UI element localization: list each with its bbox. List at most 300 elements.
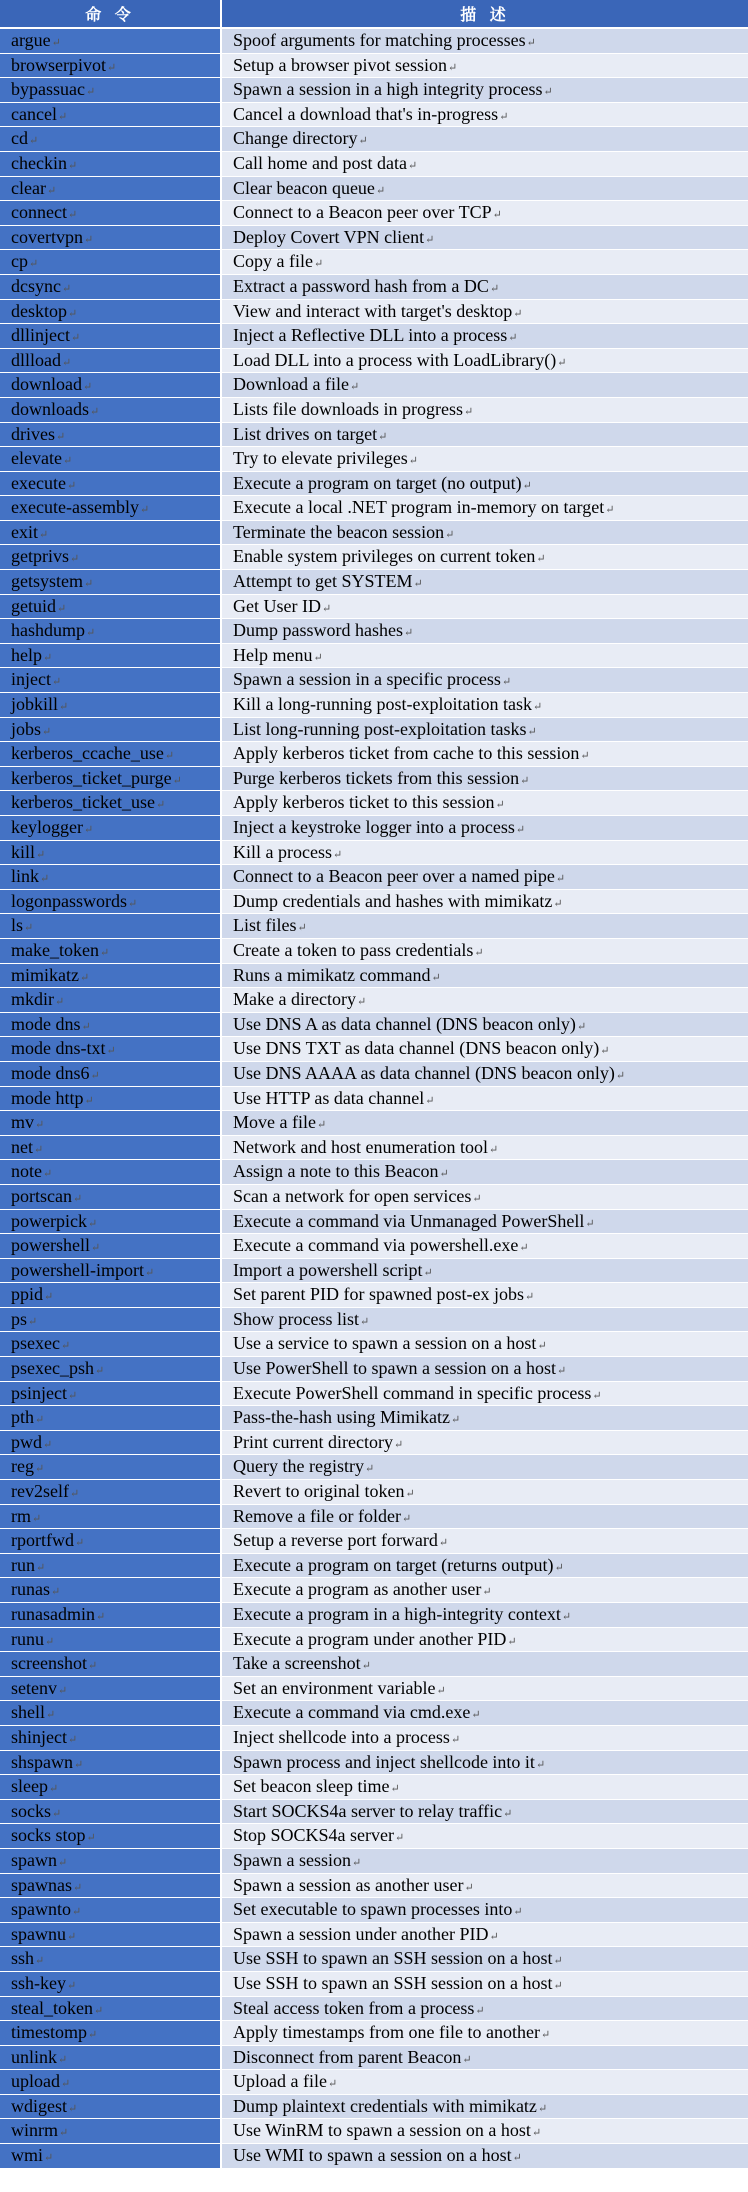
header-command: 命 令 — [0, 0, 222, 27]
table-row — [0, 127, 748, 152]
command-cell: keylogger↵ — [0, 816, 222, 840]
description-cell: Purge kerberos tickets from this session↵ — [222, 767, 748, 791]
description-cell: Set an environment variable↵ — [222, 1677, 748, 1701]
command-cell: shspawn↵ — [0, 1751, 222, 1775]
description-cell: Clear beacon queue↵ — [222, 177, 748, 201]
description-cell: Use SSH to spawn an SSH session on a host↵ — [222, 1947, 748, 1971]
paragraph-mark-icon: ↵ — [395, 1832, 405, 1845]
paragraph-mark-icon: ↵ — [51, 676, 62, 689]
paragraph-mark-icon: ↵ — [93, 2004, 104, 2017]
table-row — [0, 841, 748, 866]
paragraph-mark-icon: ↵ — [68, 2102, 78, 2115]
paragraph-mark-icon: ↵ — [70, 332, 81, 345]
table-row — [0, 767, 748, 792]
paragraph-mark-icon: ↵ — [42, 725, 52, 738]
table-row — [0, 791, 748, 816]
paragraph-mark-icon: ↵ — [537, 2102, 548, 2115]
description-cell: Apply kerberos ticket from cache to this session↵ — [222, 742, 748, 766]
paragraph-mark-icon: ↵ — [144, 1266, 155, 1279]
paragraph-mark-icon: ↵ — [51, 37, 61, 49]
command-cell: ssh↵ — [0, 1947, 222, 1971]
table-row — [0, 1554, 748, 1579]
command-cell: clear↵ — [0, 177, 222, 201]
paragraph-mark-icon: ↵ — [57, 1684, 68, 1697]
paragraph-mark-icon: ↵ — [79, 971, 90, 984]
paragraph-mark-icon: ↵ — [401, 1512, 412, 1525]
paragraph-mark-icon: ↵ — [360, 1315, 370, 1328]
paragraph-mark-icon: ↵ — [482, 1586, 492, 1599]
description-cell: Cancel a download that's in-progress↵ — [222, 103, 748, 127]
command-cell: psinject↵ — [0, 1382, 222, 1406]
description-cell: Execute a program under another PID↵ — [222, 1628, 748, 1652]
description-cell: Execute a command via powershell.exe↵ — [222, 1234, 748, 1258]
paragraph-mark-icon: ↵ — [35, 1414, 45, 1427]
description-cell: Spawn a session↵ — [222, 1849, 748, 1873]
paragraph-mark-icon: ↵ — [84, 1094, 94, 1107]
table-row — [0, 816, 748, 841]
paragraph-mark-icon: ↵ — [35, 1119, 45, 1132]
paragraph-mark-icon: ↵ — [522, 479, 532, 492]
table-row — [0, 939, 748, 964]
table-row — [0, 1111, 748, 1136]
description-cell: Help menu↵ — [222, 644, 748, 668]
description-cell: Copy a file↵ — [222, 250, 748, 274]
paragraph-mark-icon: ↵ — [600, 1045, 610, 1058]
paragraph-mark-icon: ↵ — [68, 1733, 78, 1746]
command-cell: ssh-key↵ — [0, 1972, 222, 1996]
description-cell: Execute a program on target (no output)↵ — [222, 472, 748, 496]
table-row — [0, 1726, 748, 1751]
table-row — [0, 103, 748, 128]
table-row — [0, 1308, 748, 1333]
command-cell: runu↵ — [0, 1628, 222, 1652]
paragraph-mark-icon: ↵ — [425, 233, 435, 246]
table-row — [0, 619, 748, 644]
paragraph-mark-icon: ↵ — [425, 1094, 435, 1107]
paragraph-mark-icon: ↵ — [88, 2029, 98, 2042]
paragraph-mark-icon: ↵ — [513, 1906, 523, 1919]
table-row — [0, 1677, 748, 1702]
paragraph-mark-icon: ↵ — [44, 1291, 54, 1304]
description-cell: Extract a password hash from a DC↵ — [222, 275, 748, 299]
table-row — [0, 964, 748, 989]
paragraph-mark-icon: ↵ — [393, 1438, 404, 1451]
description-cell: Create a token to pass credentials↵ — [222, 939, 748, 963]
command-cell: upload↵ — [0, 2070, 222, 2094]
command-cell: spawnu↵ — [0, 1923, 222, 1947]
table-row — [0, 1037, 748, 1062]
command-cell: ps↵ — [0, 1308, 222, 1332]
description-cell: Execute a command via cmd.exe↵ — [222, 1701, 748, 1725]
description-cell: Download a file↵ — [222, 373, 748, 397]
paragraph-mark-icon: ↵ — [556, 1365, 567, 1378]
description-cell: Remove a file or folder↵ — [222, 1505, 748, 1529]
command-cell: kill↵ — [0, 841, 222, 865]
paragraph-mark-icon: ↵ — [67, 159, 78, 172]
paragraph-mark-icon: ↵ — [297, 922, 307, 935]
command-cell: desktop↵ — [0, 300, 222, 324]
command-cell: cd↵ — [0, 127, 222, 151]
description-cell: Setup a browser pivot session↵ — [222, 54, 748, 78]
command-cell: logonpasswords↵ — [0, 890, 222, 914]
paragraph-mark-icon: ↵ — [537, 1340, 547, 1353]
paragraph-mark-icon: ↵ — [43, 651, 53, 664]
paragraph-mark-icon: ↵ — [58, 2053, 68, 2066]
table-row — [0, 2095, 748, 2120]
paragraph-mark-icon: ↵ — [321, 602, 332, 615]
description-cell: Show process list↵ — [222, 1308, 748, 1332]
description-cell: Execute a program in a high-integrity context↵ — [222, 1603, 748, 1627]
paragraph-mark-icon: ↵ — [513, 307, 523, 320]
table-row — [0, 472, 748, 497]
paragraph-mark-icon: ↵ — [540, 2029, 551, 2042]
paragraph-mark-icon: ↵ — [450, 1733, 461, 1746]
description-cell: Kill a process↵ — [222, 841, 748, 865]
table-row — [0, 324, 748, 349]
command-cell: powerpick↵ — [0, 1210, 222, 1234]
description-cell: Load DLL into a process with LoadLibrary()↵ — [222, 349, 748, 373]
table-header — [0, 0, 748, 29]
paragraph-mark-icon: ↵ — [332, 848, 343, 861]
description-cell: Change directory↵ — [222, 127, 748, 151]
table-body — [0, 29, 748, 2169]
paragraph-mark-icon: ↵ — [36, 848, 46, 861]
description-cell: Assign a note to this Beacon↵ — [222, 1160, 748, 1184]
description-cell: Dump credentials and hashes with mimikatz↵ — [222, 890, 748, 914]
command-cell: browserpivot↵ — [0, 54, 222, 78]
paragraph-mark-icon: ↵ — [164, 750, 175, 763]
command-cell: download↵ — [0, 373, 222, 397]
table-row — [0, 521, 748, 546]
description-cell: Connect to a Beacon peer over a named pipe↵ — [222, 865, 748, 889]
description-cell: Kill a long-running post-exploitation task↵ — [222, 693, 748, 717]
description-cell: Terminate the beacon session↵ — [222, 521, 748, 545]
paragraph-mark-icon: ↵ — [439, 1168, 449, 1181]
paragraph-mark-icon: ↵ — [86, 627, 96, 640]
paragraph-mark-icon: ↵ — [59, 701, 69, 714]
command-cell: wmi↵ — [0, 2144, 222, 2168]
paragraph-mark-icon: ↵ — [43, 1438, 53, 1451]
paragraph-mark-icon: ↵ — [67, 1979, 77, 1992]
command-cell: spawnas↵ — [0, 1874, 222, 1898]
command-cell: mimikatz↵ — [0, 964, 222, 988]
description-cell: Call home and post data↵ — [222, 152, 748, 176]
table-row — [0, 1283, 748, 1308]
description-cell: Runs a mimikatz command↵ — [222, 964, 748, 988]
table-row — [0, 1062, 748, 1087]
paragraph-mark-icon: ↵ — [515, 824, 526, 836]
description-cell: Get User ID↵ — [222, 595, 748, 619]
paragraph-mark-icon: ↵ — [39, 528, 49, 541]
description-cell: List long-running post-exploitation tasks↵ — [222, 718, 748, 742]
table-row — [0, 1406, 748, 1431]
command-cell: mv↵ — [0, 1111, 222, 1135]
table-row — [0, 1382, 748, 1407]
paragraph-mark-icon: ↵ — [507, 1635, 517, 1648]
paragraph-mark-icon: ↵ — [503, 1807, 513, 1820]
paragraph-mark-icon: ↵ — [94, 1365, 105, 1378]
table-row — [0, 1357, 748, 1382]
description-cell: Use WinRM to spawn a session on a host↵ — [222, 2119, 748, 2143]
paragraph-mark-icon: ↵ — [535, 1758, 546, 1771]
table-row — [0, 349, 748, 374]
paragraph-mark-icon: ↵ — [352, 1856, 362, 1869]
paragraph-mark-icon: ↵ — [68, 1389, 78, 1402]
command-cell: jobkill↵ — [0, 693, 222, 717]
paragraph-mark-icon: ↵ — [471, 1709, 481, 1722]
paragraph-mark-icon: ↵ — [87, 1660, 98, 1673]
paragraph-mark-icon: ↵ — [403, 627, 414, 640]
description-cell: Spawn a session as another user↵ — [222, 1874, 748, 1898]
paragraph-mark-icon: ↵ — [67, 209, 78, 222]
description-cell: List files↵ — [222, 914, 748, 938]
table-row — [0, 447, 748, 472]
command-cell: covertvpn↵ — [0, 226, 222, 250]
paragraph-mark-icon: ↵ — [84, 578, 94, 591]
table-row — [0, 201, 748, 226]
description-cell: Inject shellcode into a process↵ — [222, 1726, 748, 1750]
paragraph-mark-icon: ↵ — [361, 1660, 371, 1673]
table-row — [0, 1160, 748, 1185]
command-cell: screenshot↵ — [0, 1652, 222, 1676]
description-cell: Use DNS A as data channel (DNS beacon only)↵ — [222, 1013, 748, 1037]
command-cell: net↵ — [0, 1136, 222, 1160]
table-row — [0, 1529, 748, 1554]
table-row — [0, 78, 748, 103]
description-cell: Start SOCKS4a server to relay traffic↵ — [222, 1800, 748, 1824]
table-row — [0, 1874, 748, 1899]
command-cell: dllload↵ — [0, 349, 222, 373]
table-row — [0, 914, 748, 939]
command-cell: mode dns-txt↵ — [0, 1037, 222, 1061]
description-cell: Revert to original token↵ — [222, 1480, 748, 1504]
paragraph-mark-icon: ↵ — [408, 455, 419, 468]
paragraph-mark-icon: ↵ — [462, 2053, 472, 2066]
command-cell: checkin↵ — [0, 152, 222, 176]
description-cell: Setup a reverse port forward↵ — [222, 1529, 748, 1553]
command-cell: cancel↵ — [0, 103, 222, 127]
description-cell: Inject a Reflective DLL into a process↵ — [222, 324, 748, 348]
command-cell: steal_token↵ — [0, 1997, 222, 2021]
paragraph-mark-icon: ↵ — [488, 1143, 499, 1156]
paragraph-mark-icon: ↵ — [543, 86, 553, 99]
description-cell: View and interact with target's desktop↵ — [222, 300, 748, 324]
description-cell: Execute a program as another user↵ — [222, 1578, 748, 1602]
paragraph-mark-icon: ↵ — [155, 799, 166, 812]
description-cell: Stop SOCKS4a server↵ — [222, 1824, 748, 1848]
table-row — [0, 1824, 748, 1849]
paragraph-mark-icon: ↵ — [57, 110, 68, 123]
paragraph-mark-icon: ↵ — [73, 1881, 83, 1894]
paragraph-mark-icon: ↵ — [85, 86, 96, 99]
table-row — [0, 1923, 748, 1948]
table-row — [0, 988, 748, 1013]
paragraph-mark-icon: ↵ — [313, 651, 323, 664]
paragraph-mark-icon: ↵ — [43, 1168, 53, 1181]
paragraph-mark-icon: ↵ — [390, 1783, 400, 1796]
table-row — [0, 570, 748, 595]
paragraph-mark-icon: ↵ — [364, 1463, 375, 1476]
paragraph-mark-icon: ↵ — [407, 159, 418, 172]
table-row — [0, 2021, 748, 2046]
paragraph-mark-icon: ↵ — [557, 356, 567, 369]
description-cell: Dump plaintext credentials with mimikatz↵ — [222, 2095, 748, 2119]
command-cell: kerberos_ticket_purge↵ — [0, 767, 222, 791]
table-row — [0, 693, 748, 718]
command-cell: execute-assembly↵ — [0, 496, 222, 520]
paragraph-mark-icon: ↵ — [463, 405, 474, 418]
table-row — [0, 1751, 748, 1776]
command-cell: connect↵ — [0, 201, 222, 225]
table-row — [0, 1898, 748, 1923]
command-cell: setenv↵ — [0, 1677, 222, 1701]
paragraph-mark-icon: ↵ — [106, 61, 117, 74]
paragraph-mark-icon: ↵ — [520, 774, 530, 787]
command-cell: elevate↵ — [0, 447, 222, 471]
table-row — [0, 1210, 748, 1235]
description-cell: Import a powershell script↵ — [222, 1259, 748, 1283]
table-row — [0, 742, 748, 767]
command-cell: runasadmin↵ — [0, 1603, 222, 1627]
paragraph-mark-icon: ↵ — [46, 1709, 56, 1722]
paragraph-mark-icon: ↵ — [615, 1069, 626, 1082]
command-cell: kerberos_ticket_use↵ — [0, 791, 222, 815]
command-cell: hashdump↵ — [0, 619, 222, 643]
paragraph-mark-icon: ↵ — [423, 1266, 433, 1279]
paragraph-mark-icon: ↵ — [592, 1389, 602, 1402]
description-cell: Apply kerberos ticket to this session↵ — [222, 791, 748, 815]
table-row — [0, 1578, 748, 1603]
paragraph-mark-icon: ↵ — [450, 1414, 461, 1427]
paragraph-mark-icon: ↵ — [464, 1881, 474, 1894]
paragraph-mark-icon: ↵ — [87, 1217, 98, 1230]
table-row — [0, 1431, 748, 1456]
table-row — [0, 226, 748, 251]
command-cell: argue↵ — [0, 29, 222, 53]
paragraph-mark-icon: ↵ — [512, 2152, 522, 2165]
command-cell: kerberos_ccache_use↵ — [0, 742, 222, 766]
paragraph-mark-icon: ↵ — [474, 946, 484, 959]
paragraph-mark-icon: ↵ — [69, 1488, 80, 1501]
paragraph-mark-icon: ↵ — [66, 479, 77, 492]
description-cell: Make a directory↵ — [222, 988, 748, 1012]
command-cell: dllinject↵ — [0, 324, 222, 348]
command-cell: shell↵ — [0, 1701, 222, 1725]
description-cell: Use SSH to spawn an SSH session on a host↵ — [222, 1972, 748, 1996]
paragraph-mark-icon: ↵ — [61, 282, 72, 295]
paragraph-mark-icon: ↵ — [527, 725, 537, 738]
paragraph-mark-icon: ↵ — [554, 1561, 564, 1574]
paragraph-mark-icon: ↵ — [585, 1217, 595, 1230]
command-cell: ls↵ — [0, 914, 222, 938]
paragraph-mark-icon: ↵ — [29, 135, 39, 148]
paragraph-mark-icon: ↵ — [36, 1561, 46, 1574]
table-row — [0, 1701, 748, 1726]
paragraph-mark-icon: ↵ — [56, 430, 66, 443]
command-cell: help↵ — [0, 644, 222, 668]
paragraph-mark-icon: ↵ — [358, 135, 368, 148]
description-cell: Spawn a session in a high integrity process↵ — [222, 78, 748, 102]
paragraph-mark-icon: ↵ — [495, 799, 505, 812]
paragraph-mark-icon: ↵ — [526, 37, 536, 49]
command-cell: bypassuac↵ — [0, 78, 222, 102]
command-cell: getsystem↵ — [0, 570, 222, 594]
table-row — [0, 1185, 748, 1210]
command-cell: getuid↵ — [0, 595, 222, 619]
description-cell: List drives on target↵ — [222, 423, 748, 447]
paragraph-mark-icon: ↵ — [95, 1611, 106, 1623]
table-row — [0, 1997, 748, 2022]
paragraph-mark-icon: ↵ — [553, 1979, 563, 1992]
command-cell: wdigest↵ — [0, 2095, 222, 2119]
table-row — [0, 275, 748, 300]
table-row — [0, 1628, 748, 1653]
table-row — [0, 545, 748, 570]
paragraph-mark-icon: ↵ — [605, 504, 615, 517]
paragraph-mark-icon: ↵ — [52, 1807, 62, 1820]
command-cell: rm↵ — [0, 1505, 222, 1529]
paragraph-mark-icon: ↵ — [29, 258, 39, 271]
description-cell: Set beacon sleep time↵ — [222, 1775, 748, 1799]
table-row — [0, 250, 748, 275]
command-cell: powershell↵ — [0, 1234, 222, 1258]
paragraph-mark-icon: ↵ — [536, 553, 546, 566]
table-row — [0, 1136, 748, 1161]
paragraph-mark-icon: ↵ — [60, 1340, 71, 1353]
description-cell: Use DNS TXT as data channel (DNS beacon only)↵ — [222, 1037, 748, 1061]
paragraph-mark-icon: ↵ — [436, 1684, 446, 1697]
header-description: 描 述 — [460, 5, 510, 24]
paragraph-mark-icon: ↵ — [90, 1242, 101, 1255]
paragraph-mark-icon: ↵ — [83, 824, 94, 836]
table-row — [0, 1972, 748, 1997]
paragraph-mark-icon: ↵ — [561, 1611, 572, 1623]
command-cell: exit↵ — [0, 521, 222, 545]
paragraph-mark-icon: ↵ — [44, 2152, 54, 2165]
table-row — [0, 1480, 748, 1505]
paragraph-mark-icon: ↵ — [472, 1192, 482, 1205]
paragraph-mark-icon: ↵ — [128, 897, 138, 910]
paragraph-mark-icon: ↵ — [445, 528, 455, 541]
description-cell: Use WMI to spawn a session on a host↵ — [222, 2144, 748, 2168]
command-cell: getprivs↵ — [0, 545, 222, 569]
description-cell: Execute a local .NET program in-memory on target↵ — [222, 496, 748, 520]
paragraph-mark-icon: ↵ — [349, 381, 360, 394]
table-row — [0, 1947, 748, 1972]
command-cell: reg↵ — [0, 1455, 222, 1479]
command-cell: mode http↵ — [0, 1087, 222, 1111]
paragraph-mark-icon: ↵ — [24, 922, 34, 935]
paragraph-mark-icon: ↵ — [405, 1488, 415, 1501]
description-cell: Take a screenshot↵ — [222, 1652, 748, 1676]
command-cell: cp↵ — [0, 250, 222, 274]
paragraph-mark-icon: ↵ — [576, 1020, 587, 1033]
paragraph-mark-icon: ↵ — [580, 750, 590, 763]
paragraph-mark-icon: ↵ — [45, 1635, 55, 1648]
paragraph-mark-icon: ↵ — [55, 996, 65, 1009]
paragraph-mark-icon: ↵ — [90, 405, 100, 418]
paragraph-mark-icon: ↵ — [532, 701, 543, 714]
paragraph-mark-icon: ↵ — [327, 2078, 338, 2091]
paragraph-mark-icon: ↵ — [553, 1955, 563, 1968]
description-cell: Use HTTP as data channel↵ — [222, 1087, 748, 1111]
paragraph-mark-icon: ↵ — [524, 1291, 535, 1304]
paragraph-mark-icon: ↵ — [489, 282, 500, 295]
table-row — [0, 54, 748, 79]
description-cell: Query the registry↵ — [222, 1455, 748, 1479]
paragraph-mark-icon: ↵ — [508, 332, 518, 345]
description-cell: Upload a file↵ — [222, 2070, 748, 2094]
